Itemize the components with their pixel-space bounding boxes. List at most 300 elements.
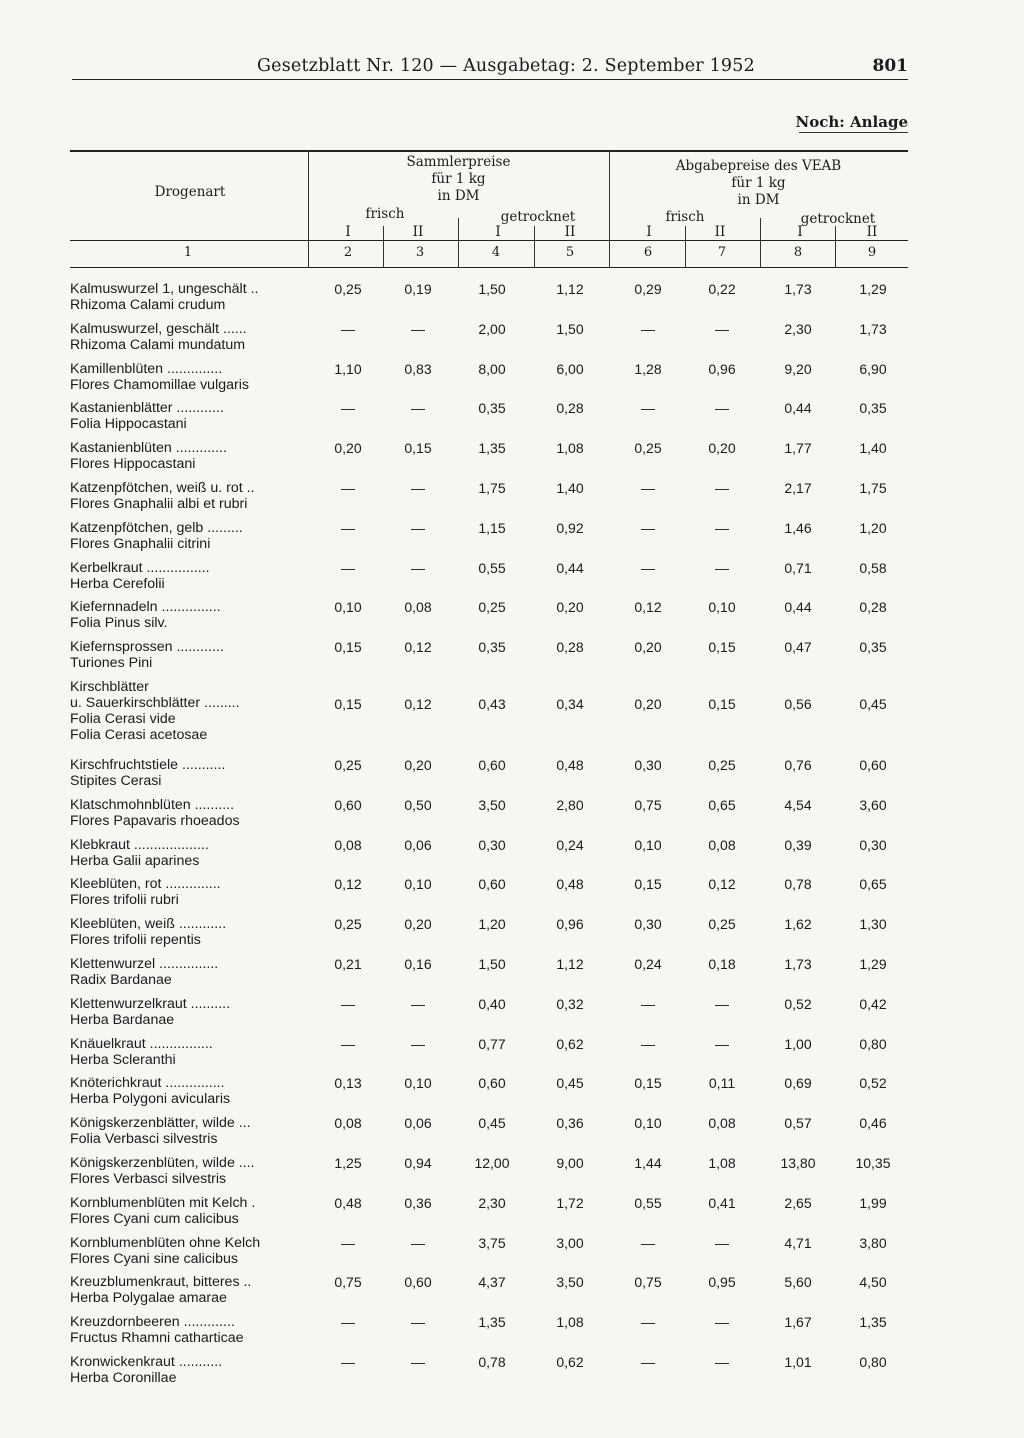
price-cell: 1,35 [478, 440, 506, 457]
col-divider [383, 226, 384, 267]
drug-name-cell [70, 480, 300, 512]
price-cell: 1,08 [556, 440, 584, 457]
sammler-line-1: Sammlerpreise [406, 154, 511, 170]
price-cell: 3,50 [556, 1274, 584, 1291]
price-cell: — [411, 995, 425, 1012]
drug-name-cell [70, 1314, 300, 1346]
abgabe-header [609, 158, 908, 209]
price-cell: 2,00 [478, 320, 506, 337]
price-cell: 0,19 [404, 281, 432, 297]
price-cell: — [641, 1314, 655, 1331]
price-cell: 1,08 [556, 1314, 584, 1331]
drug-name: Knöterichkraut ............... [70, 1075, 225, 1092]
price-cell: 0,16 [404, 956, 432, 972]
price-cell: — [411, 480, 425, 496]
price-cell: 0,58 [859, 559, 887, 576]
price-cell: 1,30 [859, 916, 887, 933]
col-num: 9 [867, 245, 877, 260]
price-cell: 1,29 [859, 281, 887, 297]
latin-name: Turiones Pini [70, 655, 153, 672]
price-cell: 0,45 [556, 1075, 584, 1092]
price-cell: 0,46 [859, 1115, 887, 1132]
drug-name-cell [70, 361, 300, 393]
price-cell: 0,10 [404, 1075, 432, 1092]
price-cell: 3,80 [859, 1234, 887, 1251]
price-cell: 0,25 [708, 916, 736, 933]
price-cell: 3,75 [478, 1234, 506, 1251]
price-cell: 1,73 [859, 320, 887, 337]
drug-name: Kamillenblüten .............. [70, 360, 223, 377]
price-cell: 1,75 [859, 480, 887, 496]
price-cell: 0,20 [404, 757, 432, 773]
drug-name: Kronwickenkraut ........... [70, 1354, 223, 1370]
price-cell: 0,20 [556, 599, 584, 616]
price-cell: 1,40 [556, 480, 584, 496]
price-cell: — [641, 559, 655, 576]
price-cell: 0,15 [404, 440, 432, 457]
grade-II: II [564, 224, 576, 240]
price-cell: — [715, 1314, 729, 1331]
price-cell: 0,60 [478, 757, 506, 773]
price-cell: 0,65 [708, 796, 736, 813]
col-num: 3 [415, 245, 425, 260]
price-cell: 0,78 [784, 876, 812, 893]
price-cell: 0,36 [404, 1194, 432, 1211]
grade-I: I [646, 224, 652, 240]
price-cell: — [341, 519, 355, 536]
price-cell: 0,12 [404, 696, 432, 712]
latin-name: Rhizoma Calami mundatum [70, 336, 246, 353]
price-cell: — [715, 320, 729, 337]
drug-name-cell [70, 281, 300, 313]
price-cell: 0,94 [404, 1155, 432, 1171]
latin-name: Folia Pinus silv. [70, 615, 168, 632]
price-cell: 0,92 [556, 519, 584, 536]
price-cell: 0,10 [634, 1115, 662, 1132]
price-cell: 0,96 [708, 360, 736, 377]
drug-name-cell [70, 599, 300, 631]
price-cell: — [341, 1234, 355, 1251]
drug-name: Kornblumenblüten mit Kelch . [70, 1194, 256, 1211]
price-cell: 0,62 [556, 1035, 584, 1052]
header-rule [72, 79, 908, 80]
price-cell: 0,29 [634, 281, 662, 297]
drug-name-cell [70, 1155, 300, 1187]
price-cell: 0,57 [784, 1115, 812, 1132]
price-cell: 0,12 [708, 876, 736, 893]
price-cell: 4,37 [478, 1274, 506, 1291]
price-cell: 0,45 [859, 696, 887, 712]
price-cell: — [715, 480, 729, 496]
price-cell: — [641, 1354, 655, 1370]
price-cell: 0,08 [404, 599, 432, 616]
latin-name: Folia Verbasci silvestris [70, 1131, 218, 1148]
price-cell: — [411, 519, 425, 536]
drug-name: Kirschblätter [70, 679, 149, 695]
price-cell: 9,20 [784, 360, 812, 377]
grade-I: I [495, 224, 501, 240]
drug-name: Kiefernsprossen ............ [70, 639, 224, 656]
price-cell: 9,00 [556, 1155, 584, 1171]
price-cell: 1,35 [478, 1314, 506, 1331]
price-cell: — [715, 995, 729, 1012]
col-num: 8 [793, 245, 803, 260]
price-cell: 0,24 [634, 956, 662, 972]
price-cell: — [641, 519, 655, 536]
latin-name: Herba Scleranthi [70, 1051, 176, 1068]
price-cell: 1,40 [859, 440, 887, 457]
price-cell: 0,25 [634, 440, 662, 457]
price-cell: 0,40 [478, 995, 506, 1012]
price-cell: — [641, 480, 655, 496]
price-cell: 0,52 [859, 1075, 887, 1092]
drug-name-cell [70, 1075, 300, 1107]
price-cell: 0,60 [478, 1075, 506, 1092]
price-cell: 0,15 [634, 876, 662, 893]
drug-name: Klettenwurzel ............... [70, 956, 219, 972]
drug-name: Kastanienblüten ............. [70, 440, 227, 457]
price-cell: — [641, 1035, 655, 1052]
drug-name-cell [70, 916, 300, 948]
col-divider [458, 218, 459, 267]
grade-II: II [412, 224, 424, 240]
price-cell: 1,73 [784, 281, 812, 297]
price-cell: 1,72 [556, 1194, 584, 1211]
price-cell: 2,30 [478, 1194, 506, 1211]
price-cell: 0,77 [478, 1035, 506, 1052]
drug-name: Kastanienblätter ............ [70, 400, 224, 417]
col-divider [534, 226, 535, 267]
price-cell: 1,12 [556, 956, 584, 972]
price-cell: 3,00 [556, 1234, 584, 1251]
drug-name-cell [70, 560, 300, 592]
header-title: Gesetzblatt Nr. 120 — Ausgabetag: 2. September 1952 [257, 56, 755, 76]
price-cell: 0,15 [334, 639, 362, 656]
price-cell: 0,12 [334, 876, 362, 893]
price-cell: 1,99 [859, 1194, 887, 1211]
price-cell: 0,95 [708, 1274, 736, 1291]
price-cell: 0,62 [556, 1354, 584, 1370]
price-cell: 0,36 [556, 1115, 584, 1132]
price-cell: 8,00 [478, 360, 506, 377]
price-cell: 6,00 [556, 360, 584, 377]
price-cell: 1,50 [478, 956, 506, 972]
price-cell: 0,35 [859, 639, 887, 656]
price-cell: 0,20 [634, 696, 662, 712]
price-cell: 0,10 [708, 599, 736, 616]
price-cell: 0,48 [334, 1194, 362, 1211]
latin-name: Fructus Rhamni catharticae [70, 1330, 244, 1347]
price-cell: — [341, 400, 355, 417]
price-cell: 13,80 [780, 1155, 816, 1171]
price-cell: 0,20 [708, 440, 736, 457]
drug-name-cell [70, 876, 300, 908]
price-cell: 1,46 [784, 519, 812, 536]
price-cell: 0,35 [478, 400, 506, 417]
price-cell: — [341, 1314, 355, 1331]
price-cell: 0,12 [634, 599, 662, 616]
latin-name: Herba Polygoni avicularis [70, 1091, 231, 1108]
price-cell: — [715, 1035, 729, 1052]
price-cell: 1,35 [859, 1314, 887, 1331]
price-cell: 0,75 [634, 1274, 662, 1291]
col-num: 5 [565, 245, 575, 260]
price-cell: 2,65 [784, 1194, 812, 1211]
price-cell: — [341, 995, 355, 1012]
latin-name: Stipites Cerasi [70, 773, 162, 789]
latin-name: Folia Cerasi vide [70, 711, 176, 727]
latin-name: Flores Chamomillae vulgaris [70, 376, 249, 393]
drug-name: Kirschfruchtstiele ........... [70, 757, 226, 773]
price-cell: 0,47 [784, 639, 812, 656]
col-num: 6 [643, 245, 653, 260]
price-cell: 0,06 [404, 836, 432, 853]
price-cell: 0,08 [708, 1115, 736, 1132]
getrocknet-header-abgabe: getrocknet [800, 211, 876, 227]
abgabe-line-2: für 1 kg [731, 175, 786, 191]
price-cell: 0,60 [478, 876, 506, 893]
latin-name: Herba Bardanae [70, 1011, 175, 1028]
price-cell: — [641, 400, 655, 417]
drogenart-header: Drogenart [154, 184, 226, 200]
continuation-label: Noch: Anlage [795, 113, 908, 131]
continuation-underline [799, 132, 908, 133]
latin-name: Folia Hippocastani [70, 416, 187, 433]
price-cell: — [411, 1354, 425, 1370]
price-cell: 6,90 [859, 360, 887, 377]
price-cell: 0,52 [784, 995, 812, 1012]
price-cell: 0,06 [404, 1115, 432, 1132]
price-cell: 0,22 [708, 281, 736, 297]
price-cell: 0,56 [784, 696, 812, 712]
price-cell: 1,50 [556, 320, 584, 337]
drug-name-cell [70, 757, 300, 789]
price-table [70, 148, 908, 1393]
price-cell: — [715, 519, 729, 536]
price-cell: 3,50 [478, 796, 506, 813]
price-cell: 0,10 [404, 876, 432, 893]
price-cell: 0,43 [478, 696, 506, 712]
sammler-header [308, 154, 609, 205]
grade-II: II [714, 224, 726, 240]
price-cell: 0,25 [334, 757, 362, 773]
drug-name-cell [70, 837, 300, 869]
price-cell: 0,60 [859, 757, 887, 773]
price-cell: 4,50 [859, 1274, 887, 1291]
drug-name-cell [70, 996, 300, 1028]
price-cell: 1,00 [784, 1035, 812, 1052]
price-cell: 1,50 [478, 281, 506, 297]
col-num: 1 [183, 245, 193, 260]
col-num: 4 [491, 245, 501, 260]
price-cell: 0,18 [708, 956, 736, 972]
price-cell: 1,25 [334, 1155, 362, 1171]
price-cell: 0,28 [859, 599, 887, 616]
price-cell: 0,15 [334, 696, 362, 712]
latin-name: Rhizoma Calami crudum [70, 297, 226, 313]
price-cell: 0,10 [334, 599, 362, 616]
price-cell: 0,41 [708, 1194, 736, 1211]
latin-name: Flores Papavaris rhoeados [70, 812, 240, 829]
latin-name-cont: Folia Cerasi acetosae [70, 727, 208, 743]
drug-name: Knäuelkraut ................ [70, 1035, 213, 1052]
price-cell: 0,28 [556, 400, 584, 417]
price-cell: — [341, 1035, 355, 1052]
drug-name-cell [70, 1354, 300, 1386]
drug-name-cell [70, 1195, 300, 1227]
latin-name: Herba Galii aparines [70, 852, 200, 869]
frisch-header-sammler: frisch [365, 206, 405, 222]
price-cell: — [341, 480, 355, 496]
price-cell: 0,25 [334, 281, 362, 297]
latin-name: Flores Hippocastani [70, 456, 196, 473]
price-cell: 0,20 [334, 440, 362, 457]
price-cell: 0,44 [784, 599, 812, 616]
price-cell: 4,71 [784, 1234, 812, 1251]
drug-name-cell [70, 956, 300, 988]
price-cell: — [641, 995, 655, 1012]
drug-name-cell [70, 520, 300, 552]
abgabe-line-1: Abgabepreise des VEAB [675, 158, 842, 174]
col-divider [685, 226, 686, 267]
col-divider [835, 226, 836, 267]
price-cell: 0,21 [334, 956, 362, 972]
drug-name-cell [70, 1274, 300, 1306]
price-cell: 0,08 [334, 1115, 362, 1132]
price-cell: 0,34 [556, 696, 584, 712]
price-cell: — [411, 320, 425, 337]
grade-I: I [345, 224, 351, 240]
price-cell: 0,13 [334, 1075, 362, 1092]
price-cell: 0,55 [478, 559, 506, 576]
price-cell: 0,15 [708, 639, 736, 656]
latin-name: Flores Gnaphalii citrini [70, 535, 211, 552]
price-cell: 2,30 [784, 320, 812, 337]
frisch-header-abgabe: frisch [665, 209, 705, 225]
latin-name: Flores trifolii rubri [70, 892, 179, 909]
price-cell: 4,54 [784, 796, 812, 813]
getrocknet-header-sammler: getrocknet [500, 209, 576, 225]
price-cell: 1,73 [784, 956, 812, 972]
drug-name-cell [70, 440, 300, 472]
latin-name: Flores Gnaphalii albi et rubri [70, 496, 248, 512]
drug-name: Klettenwurzelkraut .......... [70, 995, 231, 1012]
drug-name: Klebkraut ................... [70, 836, 209, 853]
abgabe-line-3: in DM [737, 192, 780, 208]
drug-name: Kleeblüten, rot .............. [70, 876, 221, 893]
price-cell: 0,30 [634, 757, 662, 773]
price-cell: 1,20 [478, 916, 506, 933]
drug-name-cell [70, 1036, 300, 1068]
drug-name-cont: u. Sauerkirschblätter ......... [70, 695, 240, 711]
drug-name: Katzenpfötchen, gelb ......... [70, 519, 243, 536]
price-cell: 0,25 [708, 757, 736, 773]
latin-name: Flores Cyani sine calicibus [70, 1250, 238, 1267]
price-cell: — [411, 400, 425, 417]
latin-name: Herba Coronillae [70, 1370, 177, 1386]
price-cell: 0,30 [859, 836, 887, 853]
drug-name: Klatschmohnblüten .......... [70, 796, 235, 813]
price-cell: 0,83 [404, 360, 432, 377]
price-cell: 1,20 [859, 519, 887, 536]
drug-name-cell [70, 1235, 300, 1267]
latin-name: Flores trifolii repentis [70, 932, 201, 949]
price-cell: 10,35 [855, 1155, 891, 1171]
sammler-line-3: in DM [437, 188, 480, 204]
price-cell: 1,28 [634, 360, 662, 377]
price-cell: 0,48 [556, 876, 584, 893]
drug-name: Katzenpfötchen, weiß u. rot .. [70, 480, 255, 496]
price-cell: 0,50 [404, 796, 432, 813]
price-cell: 0,65 [859, 876, 887, 893]
price-cell: 0,28 [556, 639, 584, 656]
price-cell: 1,12 [556, 281, 584, 297]
price-cell: 0,08 [708, 836, 736, 853]
col-num: 2 [343, 245, 353, 260]
drug-name-cell [70, 797, 300, 829]
drug-name: Kreuzblumenkraut, bitteres .. [70, 1274, 252, 1291]
price-cell: 0,30 [634, 916, 662, 933]
drug-name: Kleeblüten, weiß ............ [70, 916, 227, 933]
col-num: 7 [717, 245, 727, 260]
price-cell: — [411, 1035, 425, 1052]
price-cell: 5,60 [784, 1274, 812, 1291]
drug-name-cell [70, 400, 300, 432]
price-cell: — [715, 1354, 729, 1370]
price-cell: — [715, 559, 729, 576]
price-cell: 0,44 [556, 559, 584, 576]
price-cell: — [715, 1234, 729, 1251]
price-cell: — [411, 1234, 425, 1251]
price-cell: — [341, 320, 355, 337]
price-cell: 1,77 [784, 440, 812, 457]
drug-name: Kerbelkraut ................ [70, 559, 210, 576]
price-cell: 0,96 [556, 916, 584, 933]
price-cell: 0,75 [634, 796, 662, 813]
price-cell: 1,67 [784, 1314, 812, 1331]
grade-II: II [866, 224, 878, 240]
price-cell: 2,17 [784, 480, 812, 496]
price-cell: 0,39 [784, 836, 812, 853]
drug-name-cell [70, 1115, 300, 1147]
price-cell: 0,78 [478, 1354, 506, 1370]
price-cell: 1,44 [634, 1155, 662, 1171]
price-cell: 1,15 [478, 519, 506, 536]
price-cell: — [411, 1314, 425, 1331]
price-cell: 0,76 [784, 757, 812, 773]
price-cell: 0,25 [478, 599, 506, 616]
price-cell: — [641, 320, 655, 337]
price-cell: 0,44 [784, 400, 812, 417]
drug-name-cell [70, 679, 300, 743]
price-cell: — [341, 1354, 355, 1370]
price-cell: 0,10 [634, 836, 662, 853]
price-cell: 0,42 [859, 995, 887, 1012]
price-cell: 0,60 [334, 796, 362, 813]
price-cell: 1,01 [784, 1354, 812, 1370]
latin-name: Herba Polygalae amarae [70, 1290, 227, 1307]
price-cell: 0,69 [784, 1075, 812, 1092]
table-top-rule [70, 150, 908, 152]
price-cell: 0,25 [334, 916, 362, 933]
page-number: 801 [872, 56, 908, 76]
col-divider [760, 218, 761, 267]
drug-name: Königskerzenblätter, wilde ... [70, 1115, 251, 1132]
price-cell: 0,35 [859, 400, 887, 417]
price-cell: 0,45 [478, 1115, 506, 1132]
price-cell: 1,08 [708, 1155, 736, 1171]
price-cell: 0,15 [634, 1075, 662, 1092]
